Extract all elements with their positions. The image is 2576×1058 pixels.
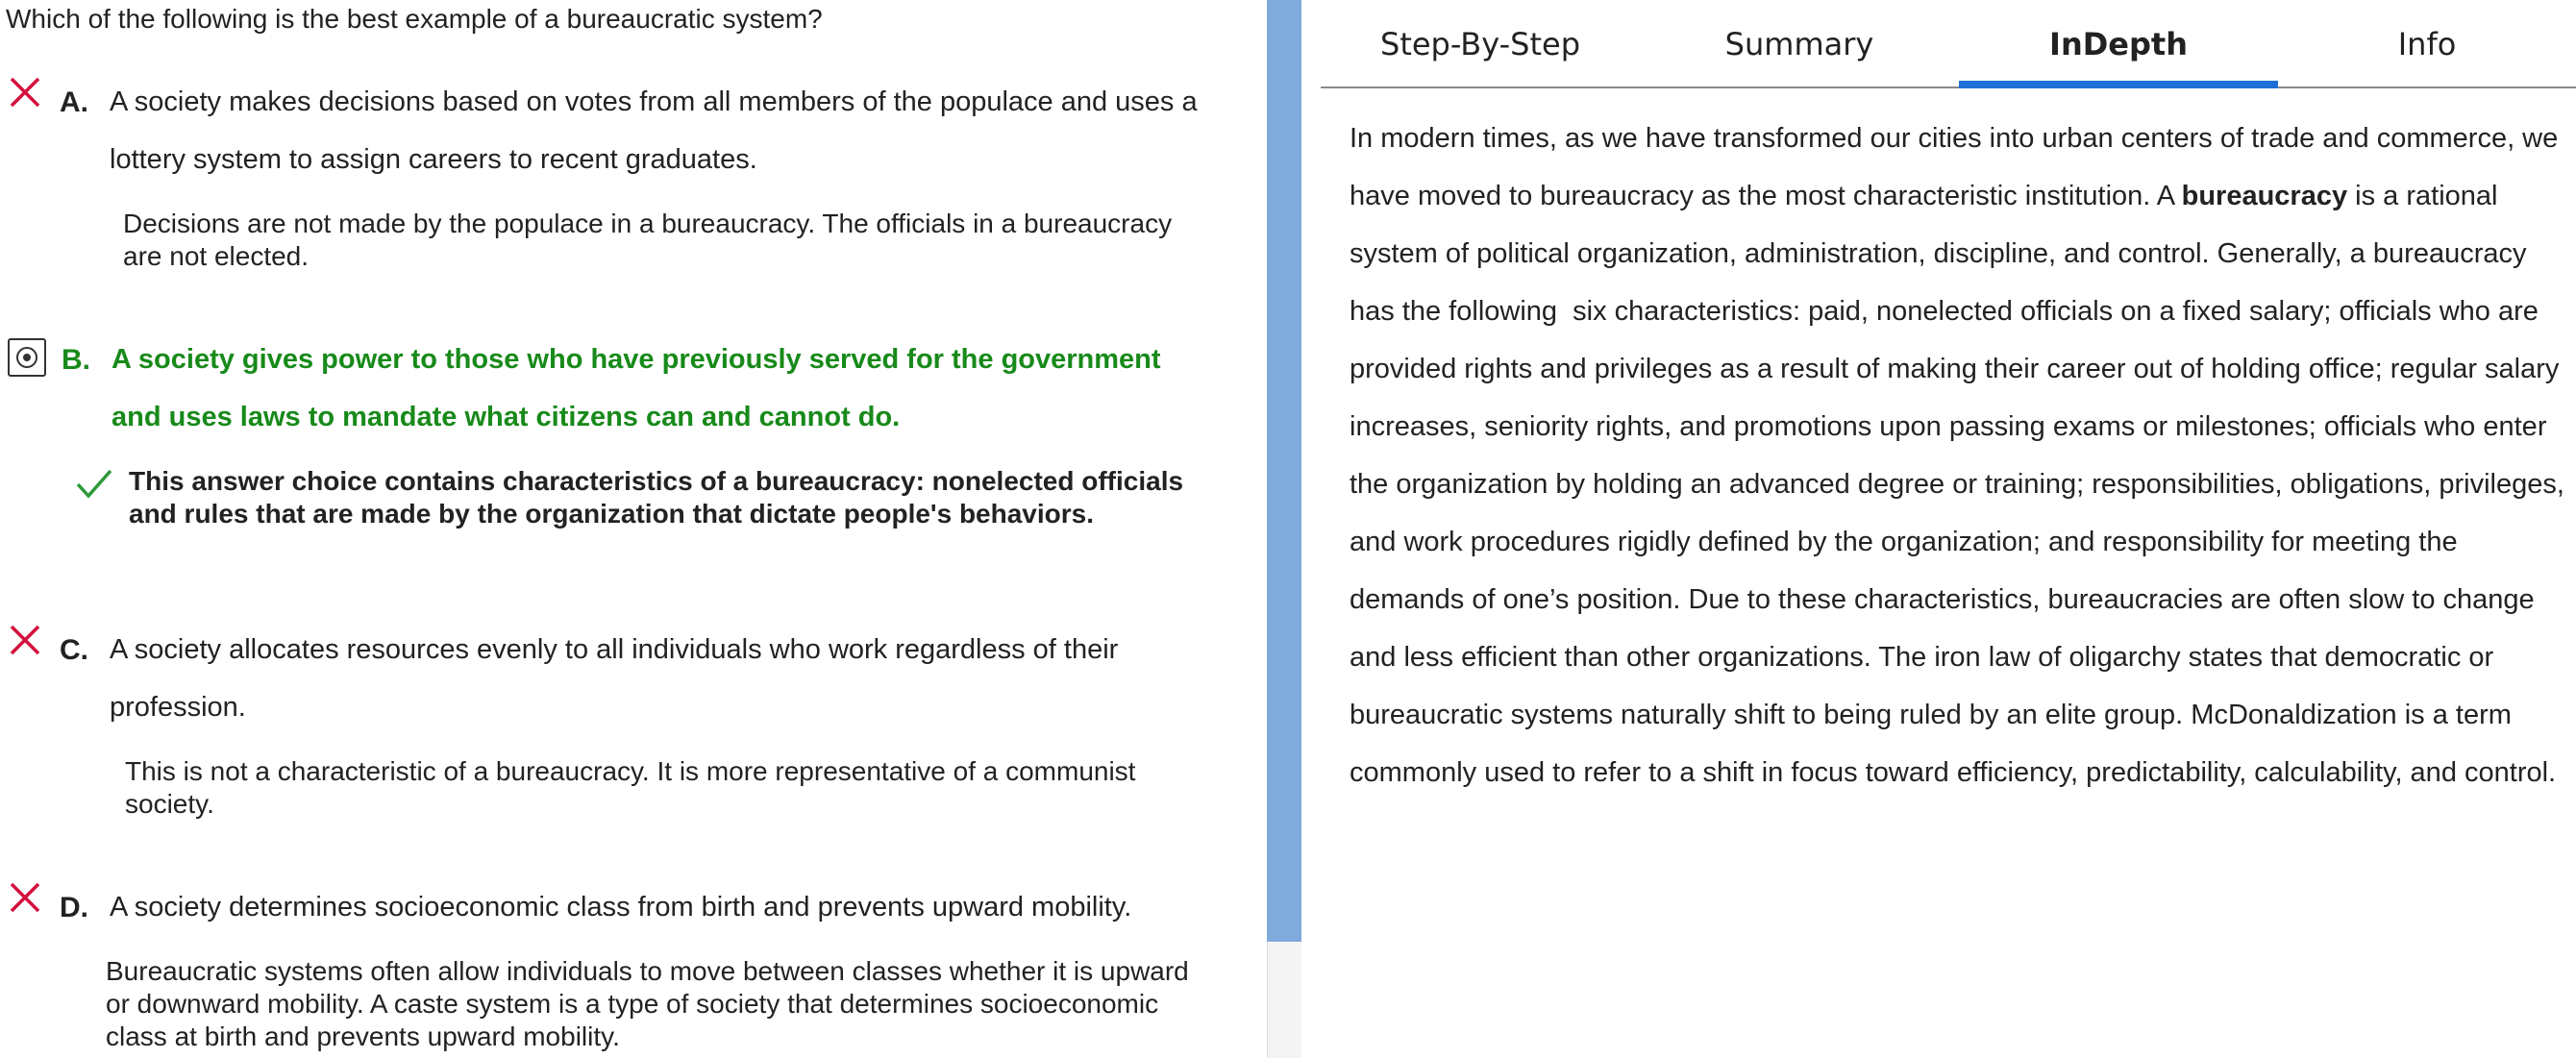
choice-explanation: This answer choice contains characteristics of a bureaucracy: nonelected officials and rules that are made by the organization that dictate people's behaviors. xyxy=(129,466,1184,529)
scrollbar-thumb[interactable] xyxy=(1267,0,1301,942)
choice-letter: B. xyxy=(62,344,90,376)
choice-letter: C. xyxy=(60,634,88,666)
choice-text: A society determines socioeconomic class from birth and prevents upward mobility. xyxy=(110,892,1132,923)
question-panel xyxy=(0,0,1267,1058)
question-text: Which of the following is the best example of a bureaucratic system? xyxy=(6,4,823,34)
indepth-text-before: In modern times, as we have transformed our cities into urban centers of trade and commerce, we have moved to bureaucracy as the most characteristic institution. A xyxy=(1350,123,2566,211)
choice-text: A society makes decisions based on votes from all members of the populace and uses a lottery system to assign careers to recent graduates. xyxy=(110,86,1198,175)
choice-text: A society allocates resources evenly to all individuals who work regardless of their profession. xyxy=(110,634,1119,723)
incorrect-x-icon xyxy=(6,75,44,113)
indepth-key-term: bureaucracy xyxy=(2181,181,2348,211)
choice-text: A society gives power to those who have previously served for the government and uses laws to mandate what citizens can and cannot do. xyxy=(111,344,1161,432)
choice-explanation: Decisions are not made by the populace in a bureaucracy. The officials in a bureaucracy are not elected. xyxy=(123,209,1173,271)
tab-indepth[interactable]: InDepth xyxy=(2049,26,2188,62)
choice-explanation: This is not a characteristic of a bureaucracy. It is more representative of a communist society. xyxy=(125,756,1136,819)
radio-selected-icon[interactable] xyxy=(8,338,46,377)
active-tab-indicator xyxy=(1959,81,2278,88)
tab-info[interactable]: Info xyxy=(2397,26,2457,62)
indepth-text-after: is a rational system of political organization, administration, discipline, and control. Generally, a bureaucracy has the following six characteristics: paid, nonelected officials on a fixed salary; officials who are provided rights and privileges as a result of making their career out of holding office; regular salary increases, seniority rights, and promotions upon passing exams or milestones; officials who enter the organization by holding an advanced degree or training; responsibilities, obligations, privileges, and work procedures rigidly defined by the organization; and responsibility for meeting the demands of one’s position. Due to these characteristics, bureaucracies are often slow to change and less efficient than other organizations. The iron law of oligarchy states that democratic or bureaucratic systems naturally shift to being ruled by an elite group. McDonaldization is a term commonly used to refer to a shift in focus toward efficiency, predictability, calculability, and control. xyxy=(1350,181,2572,788)
tab-summary[interactable]: Summary xyxy=(1724,26,1874,62)
tab-step-by-step[interactable]: Step-By-Step xyxy=(1380,26,1580,62)
incorrect-x-icon xyxy=(6,623,44,661)
choice-letter: D. xyxy=(60,892,88,923)
incorrect-x-icon xyxy=(6,880,44,919)
check-icon xyxy=(75,467,113,502)
explanation-panel xyxy=(1321,0,2576,1058)
choice-explanation: Bureaucratic systems often allow individuals to move between classes whether it is upward or downward mobility. A caste system is a type of society that determines socioeconomic class at birth and prevents upward mobility. xyxy=(106,956,1189,1051)
choice-letter: A. xyxy=(60,86,88,118)
tab-bar xyxy=(1321,0,2576,88)
indepth-paragraph xyxy=(1350,110,2576,801)
